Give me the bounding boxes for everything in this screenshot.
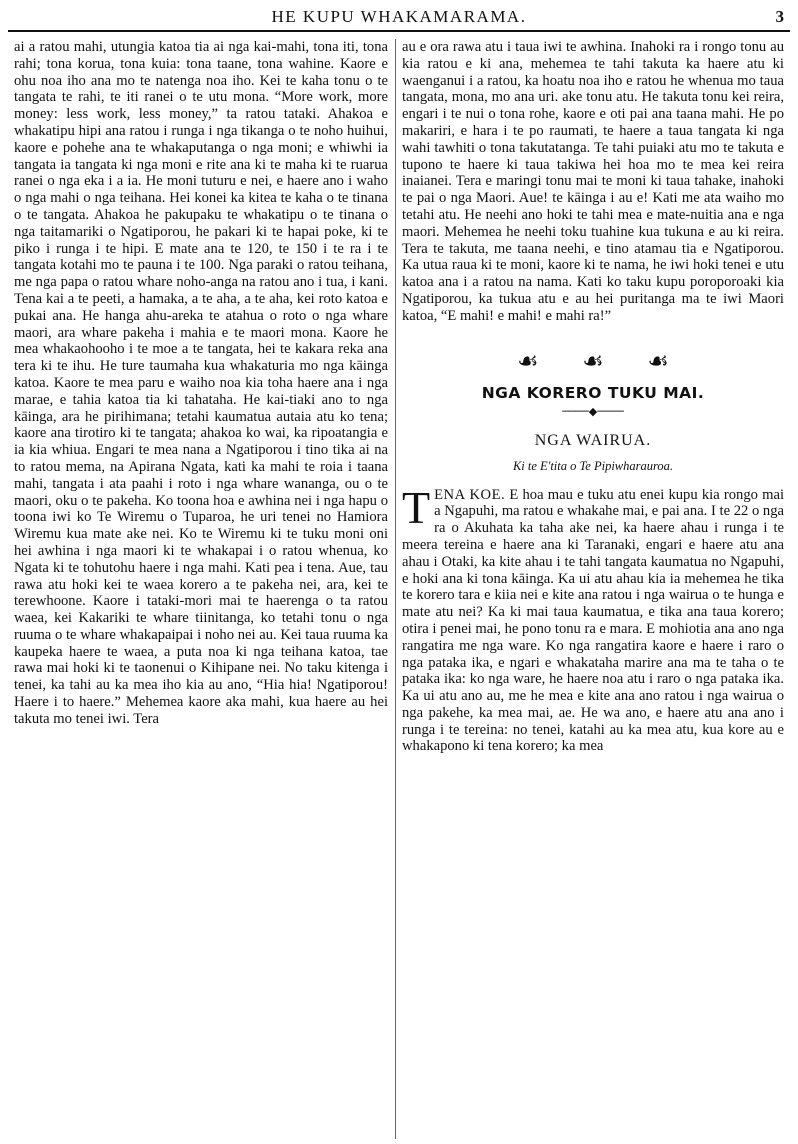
heading-rule-ornament: ────◆──── [562, 405, 624, 419]
right-column [402, 39, 784, 755]
letter-text: E hoa mau e tuku atu enei kupu kia rongo mai a Ngapuhi, ma ratou e whakahe mai, e pai ana. I te 22 o nga ra o Akuhata ka taha ake nei, ka haere ahau i runga i te meera tereina e haere ana ki Taranaki, engari e haere atu ana ahau i Otaki, ka kite ahau i te tahi tangata kaumatua no Ngapuhi, e hoki ana ki tona kāinga. Ka ui atu ahau kia ia mehemea he tika te korero tara e kiia nei e kite ana ratou i nga wairua o te hunga e mate atu nei? Ka ki mai taua kaumatua, e tika ana taua korero; otira i penei mai, he pono tonu ra e mara. E mohiotia ana ano nga rangatira me nga ware. Ko nga rangatira kaore e haere i raro o nga pataka ika, e ngari e whakataha marire ana ma te taha o te pataka ika: ko nga ware, he haere noa atu i raro o nga pataka ika. Ka ui atu ano au, me he mea e kite ana ano ratou i nga wairua o nga pakehe, ka mea mai, ae. He wa ano, e haere atu ana ano i runga i te tereina: no tenei, katahi au ka mea atu, kua kore au e whakapono ki tena korero; ka mea [402, 486, 785, 755]
page-number: 3 [775, 7, 784, 26]
column-divider [395, 39, 396, 1139]
page-header [8, 4, 790, 32]
drop-cap: T [402, 481, 431, 533]
letter-body [402, 481, 785, 756]
section-heading: NGA KORERO TUKU MAI. [481, 384, 705, 403]
left-column [14, 39, 388, 728]
letter-salutation: ENA KOE. [434, 486, 506, 503]
article-continuation-end: au e ora rawa atu i taua iwi te awhina. Inahoki ra i rongo tonu au kia ratou e ki ana, mehemea te tahi takuta ka haere atu ki waenganui i a ratou, ka hoatu noa iho e ratou he whenua mo taua tangata, mona, mo ana uri. ake tonu atu. He takuta tonu kei reira, engari i te nui o tona rohe, kaore e oti pai ana taana mahi. He po makariri, e hara i te po raumati, te haere a taua tangata ki nga wahi tawhiti o tona takutatanga. Te tahi puiaki atu mo te takuta e tupono te haere ki taua takiwa hei hoa mo te mea kei reira inaianei. Tera e maringi tonu mai te moni ki taua tahake, inahoki te pai o nga Maori. Aue! te kāinga i au e! Kati me ata waiho mo tetahi atu. He neehi ano hoki te tahi mea e mate-nuitia ana e nga maori. Mehemea he neehi toku tuahine kua tukuna e au ki reira. Tera te takuta, me taana neehi, e tino atamau tia e Ngatiporou. Ka utua raua ki te moni, kaore ki te nama, he iwi hoki tenei e utu katoa ana i a ratou na nama. Kati ko taku kupu poroporoaki kia Ngatiporou, ka tukua atu e au hei puritanga ma te iwi Maori katoa, “E mahi! e mahi! e mahi ra!” [402, 39, 784, 324]
section-ornaments: ☙ ☙ ☙ [517, 346, 687, 375]
article-continuation-text: ai a ratou mahi, utungia katoa tia ai nga kai-mahi, tona iti, tona rahi; tona korua, tona kuia: tona taane, tona wahine. Kaore e ohu noa iho ana mo te natenga noa iho. Kei te kaha tonu o te tangata te rahi, te iti ranei o te utu mona. “More work, more money: less work, less money,” ta ratou tataki. Ahakoa e whakatipu hipi ana ratou i runga i nga tikanga o te noho huihui, kaore e pohehe ana te whakaputanga o nga moni; e whiwhi ia tangata ia tangata ki nga moni e rite ana ki te maha ki te ruarua ranei o nga eka i a ia. He moni tuturu e nei, e haere ano i waho o nga mahi o nga teihana. Hei konei ka kitea te kaha o te tinana o te tangata. Ahakoa he pakupaku te whakatipu o te tinana o nga taitamariki o Ngatiporou, he pakari ki te hapai poke, ki te piko i runga i te hipi. E mate ana te 120, te 150 i te ra i te tangata kotahi mo te pauna i te 100. Nga paraki o ratou teihana, me nga papa o ratou whare noho-anga na ratou ano i tua, i kani. Tena kai a te peeti, a hamaka, a te aha, a te aha, kei roto katoa e pukai ana. He hanga ahu-areka te atahua o roto o nga whare maori, ara whare pakeha i mahia e te maori mona. Kaore he mea whakaohooho i te moe a te tangata, hei te kakara reka ana tera ki te ihu. He ture taumaha kua whakaturia mo nga kāinga katoa. Kaore te mea paru e waiho noa kia toha haere ana i nga marae, e tahia katoa tia ki tahataha. He kai-tiaki ano to nga kāinga, ara he pirihimana; tetahi kaumatua autaia atu ko tena; kaore ana tirotiro ki te tangata; ahakoa ko wai, ka ripoatangia e ia kia whiua. Engari te mea nana a Ngatiporou i tino tika ai na to ratou mema, na Apirana Ngata, kati ka mahi te roia i taana mahi, tangata i ata paahi i roto i nga whare wananga, ou o te maori, oku o te pakeha. Ko toona hoa e awhina nei i nga hapu o toona iwi ko Te Wiremu o Tuparoa, he uri tenei no Hamiora Wiremu kua mate ake nei. Ko te Wiremu ki te tuku moni oni hei awhina i nga maori ki te whakapai i o ratou whenua, ko Ngata ki te tohutohu haere i nga mahi. Kati pea i tena. Aue, tau rawa atu hoki kei te waea korero a te pakeha nei, ara, kei te terewhoone. Kaore i tataki-mori mai te haerenga o ta ratou waea, kei Kakariki te whare tiinitanga, ko tetahi tonu o nga ruuma o te whare whakapaipai i noho nei au. Kei taua ruuma ka kaupeka haere te waea, a puta noa ki nga teihana katoa, tae rawa mai hoki ki te taonenui o Kihipane nei. No taku kitenga i tenei, ka tahi au ka mea iho kia au ano, “Hia hia! Ngatiporou! Haere i to haere.” Mehemea kaore aka mahi, kua haere au hei takuta mo tenei iwi. Tera [14, 39, 388, 727]
letter-dedication: Ki te E'tita o Te Pipiwharauroa. [512, 458, 674, 473]
page-title: HE KUPU WHAKAMARAMA. [271, 7, 527, 26]
article-subheading: NGA WAIRUA. [534, 431, 652, 449]
